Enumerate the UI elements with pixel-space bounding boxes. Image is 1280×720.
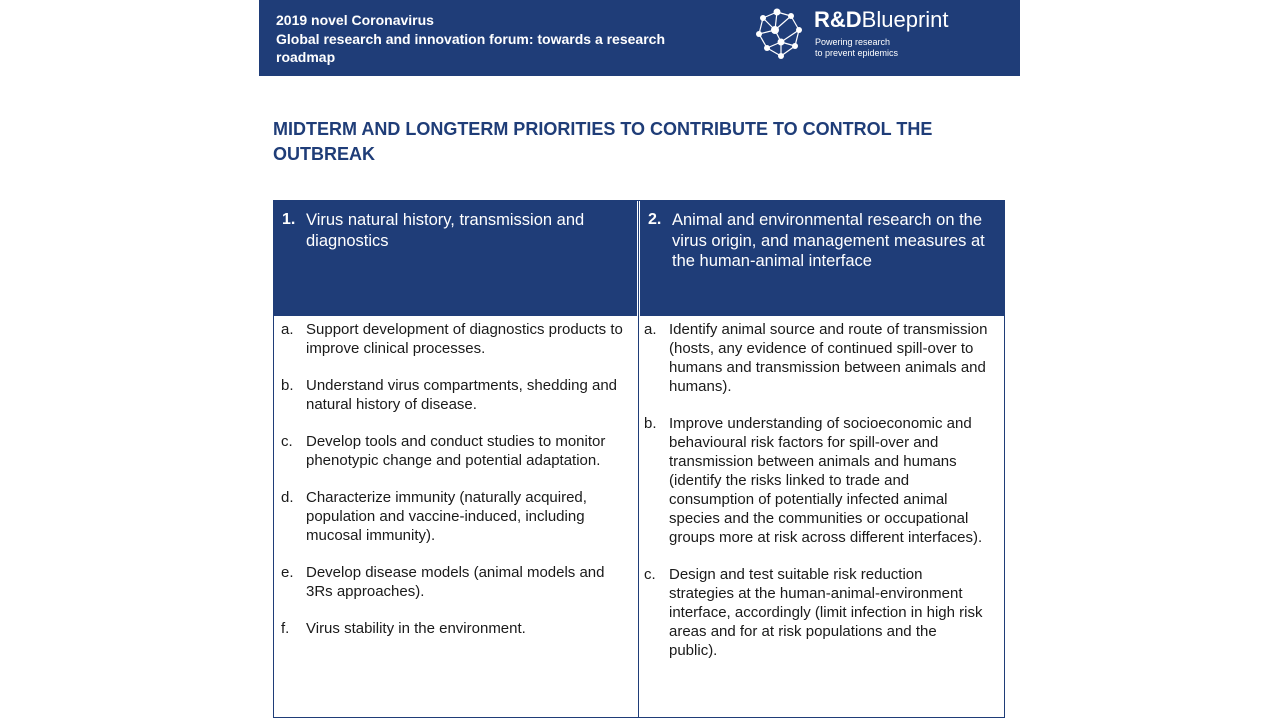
priorities-table [273, 200, 1005, 718]
list-item [281, 619, 631, 638]
network-globe-icon [753, 4, 805, 64]
column-header-1 [274, 201, 637, 316]
list-item-text: Support development of diagnostics products to improve clinical processes. [306, 321, 623, 357]
list-item [644, 320, 989, 396]
list-item [644, 414, 989, 547]
column-header-title: Animal and environmental research on the virus origin, and management measures at the human-animal interface [672, 211, 985, 270]
banner-title [276, 11, 716, 67]
list-item-letter: b. [281, 377, 294, 394]
brand-tagline-line1: Powering research [815, 37, 891, 47]
list-item-letter: b. [644, 415, 657, 432]
list-item-letter: f. [281, 620, 290, 637]
brand-name-bold: R&D [814, 7, 862, 32]
list-item-text: Understand virus compartments, shedding and natural history of disease. [306, 377, 618, 413]
brand-tagline [815, 37, 935, 58]
brand-name [814, 7, 949, 33]
list-item-text: Develop tools and conduct studies to monitor phenotypic change and potential adaptation. [306, 433, 606, 469]
list-item-letter: a. [281, 321, 294, 338]
list-item [281, 432, 631, 470]
brand-name-regular: Blueprint [861, 7, 949, 32]
column-2-items [644, 320, 989, 678]
column-header-number: 2. [648, 211, 662, 228]
list-item-text: Characterize immunity (naturally acquired, population and vaccine-induced, including mucosal immunity). [306, 489, 587, 544]
list-item-letter: d. [281, 489, 294, 506]
list-item-text: Design and test suitable risk reduction strategies at the human-animal-environment interface, accordingly (limit infection in high risk areas and for at risk populations and the public). [669, 566, 983, 659]
list-item-text: Improve understanding of socioeconomic and behavioural risk factors for spill-over and transmission between animals and humans (identify the risks linked to trade and consumption of potentially infected animal species and the communities or occupational groups more at risk across different interfaces). [669, 415, 983, 546]
column-1-items [281, 320, 631, 656]
column-divider-line [638, 201, 639, 717]
list-item-text: Identify animal source and route of transmission (hosts, any evidence of continued spill-over to humans and transmission between animals and humans). [669, 321, 988, 395]
list-item-letter: c. [281, 433, 293, 450]
brand-tagline-line2: to prevent epidemics [815, 47, 899, 58]
header-banner [259, 0, 1020, 76]
list-item [281, 563, 631, 601]
list-item-letter: c. [644, 566, 656, 583]
list-item [281, 376, 631, 414]
list-item-letter: e. [281, 564, 294, 581]
banner-title-line1: 2019 novel Coronavirus [276, 12, 434, 28]
column-header-title: Virus natural history, transmission and diagnostics [306, 211, 585, 250]
page-heading: MIDTERM AND LONGTERM PRIORITIES TO CONTRIBUTE TO CONTROL THE OUTBREAK [273, 119, 933, 164]
list-item-letter: a. [644, 321, 657, 338]
list-item-text: Virus stability in the environment. [306, 620, 526, 637]
list-item-text: Develop disease models (animal models and 3Rs approaches). [306, 564, 605, 600]
column-header-number: 1. [282, 211, 296, 228]
list-item [644, 565, 989, 660]
column-header-2 [640, 201, 1004, 316]
banner-title-line2: Global research and innovation forum: towards a research roadmap [276, 30, 665, 65]
column-divider [637, 201, 640, 717]
list-item [281, 320, 631, 358]
list-item [281, 488, 631, 545]
